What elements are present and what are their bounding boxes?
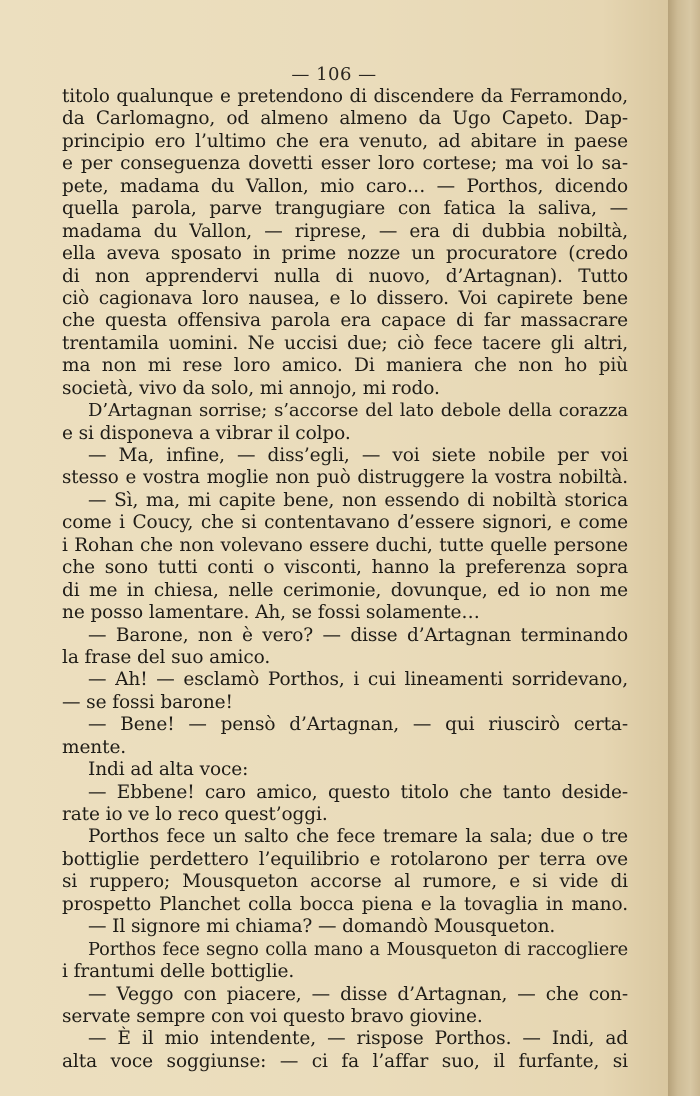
text-line: Porthos fece un salto che fece tremare la sala; due o tre [88, 826, 628, 848]
text-line: che questa offensiva parola era capace di far massacrare [62, 310, 628, 332]
text-line: ella aveva sposato in prime nozze un procuratore (credo [62, 243, 628, 265]
text-line: i Rohan che non volevano essere duchi, tutte quelle persone [62, 534, 628, 556]
text-line: di non apprendervi nulla di nuovo, d’Artagnan). Tutto [62, 265, 628, 287]
text-line: — Veggo con piacere, — disse d’Artagnan, — che con- [88, 983, 628, 1005]
text-line: principio ero l’ultimo che era venuto, ad abitare in paese [62, 130, 628, 152]
text-line: ma non mi rese loro amico. Di maniera che non ho più [62, 355, 628, 377]
text-line: trentamila uomini. Ne uccisi due; ciò fece tacere gli altri, [62, 332, 628, 354]
text-line: — È il mio intendente, — rispose Porthos. — Indi, ad [88, 1028, 628, 1050]
page-text [62, 86, 628, 1073]
text-line: madama du Vallon, — riprese, — era di dubbia nobiltà, [62, 220, 628, 242]
text-line: — Ah! — esclamò Porthos, i cui lineamenti sorridevano, [88, 669, 628, 691]
text-line: pete, madama du Vallon, mio caro… — Porthos, dicendo [62, 175, 628, 197]
text-line: — Bene! — pensò d’Artagnan, — qui riuscirò certa- [88, 714, 628, 736]
text-line: Porthos fece segno colla mano a Mousqueton di raccogliere [88, 939, 628, 960]
text-line: che sono tutti conti o visconti, hanno la preferenza sopra [62, 557, 628, 579]
text-line: come i Coucy, che si contentavano d’essere signori, e come [62, 512, 628, 534]
page-number: — 106 — [291, 64, 377, 85]
text-line: da Carlomagno, od almeno almeno da Ugo Capeto. Dap- [62, 108, 628, 130]
text-line: — Barone, non è vero? — disse d’Artagnan terminando [88, 624, 628, 646]
text-line: ciò cagionava loro nausea, e lo dissero. Voi capirete bene [62, 287, 628, 309]
text-line: — Il signore mi chiama? — domandò Mousqueton. [88, 916, 556, 938]
page-edge [668, 0, 700, 1096]
text-line: prospetto Planchet colla bocca piena e la tovaglia in mano. [62, 893, 628, 915]
text-line: alta voce soggiunse: — ci fa l’affar suo, il furfante, si [62, 1050, 628, 1072]
text-line: rate io ve lo reco quest’oggi. [62, 804, 328, 825]
text-line: — se fossi barone! [62, 691, 233, 713]
text-line: di me in chiesa, nelle cerimonie, dovunque, ed io non me [62, 579, 628, 601]
text-line: D’Artagnan sorrise; s’accorse del lato debole della corazza [88, 400, 628, 422]
text-line: società, vivo da solo, mi annojo, mi rodo. [62, 377, 440, 399]
text-line: quella parola, parve trangugiare con fatica la saliva, — [62, 198, 628, 220]
text-line: si ruppero; Mousqueton accorse al rumore, e si vide di [62, 871, 628, 893]
text-line: bottiglie perdettero l’equilibrio e rotolarono per terra ove [62, 848, 628, 870]
text-line: i frantumi delle bottiglie. [62, 961, 295, 983]
text-line: mente. [62, 736, 127, 758]
text-line: e per conseguenza dovetti esser loro cortese; ma voi lo sa- [62, 153, 628, 175]
text-line: Indi ad alta voce: [88, 759, 249, 781]
text-line: stesso e vostra moglie non può distruggere la vostra nobiltà. [62, 467, 628, 489]
text-line: ne posso lamentare. Ah, se fossi solamente… [62, 602, 480, 624]
text-line: titolo qualunque e pretendono di discendere da Ferramondo, [62, 86, 628, 107]
text-line: — Ebbene! caro amico, questo titolo che tanto deside- [88, 781, 628, 803]
text-line: e si disponeva a vibrar il colpo. [62, 422, 351, 444]
text-line: servate sempre con voi questo bravo giovine. [62, 1005, 483, 1027]
text-line: — Ma, infine, — diss’egli, — voi siete nobile per voi [88, 445, 628, 466]
text-line: la frase del suo amico. [62, 646, 271, 668]
text-line: — Sì, ma, mi capite bene, non essendo di nobiltà storica [88, 489, 628, 511]
